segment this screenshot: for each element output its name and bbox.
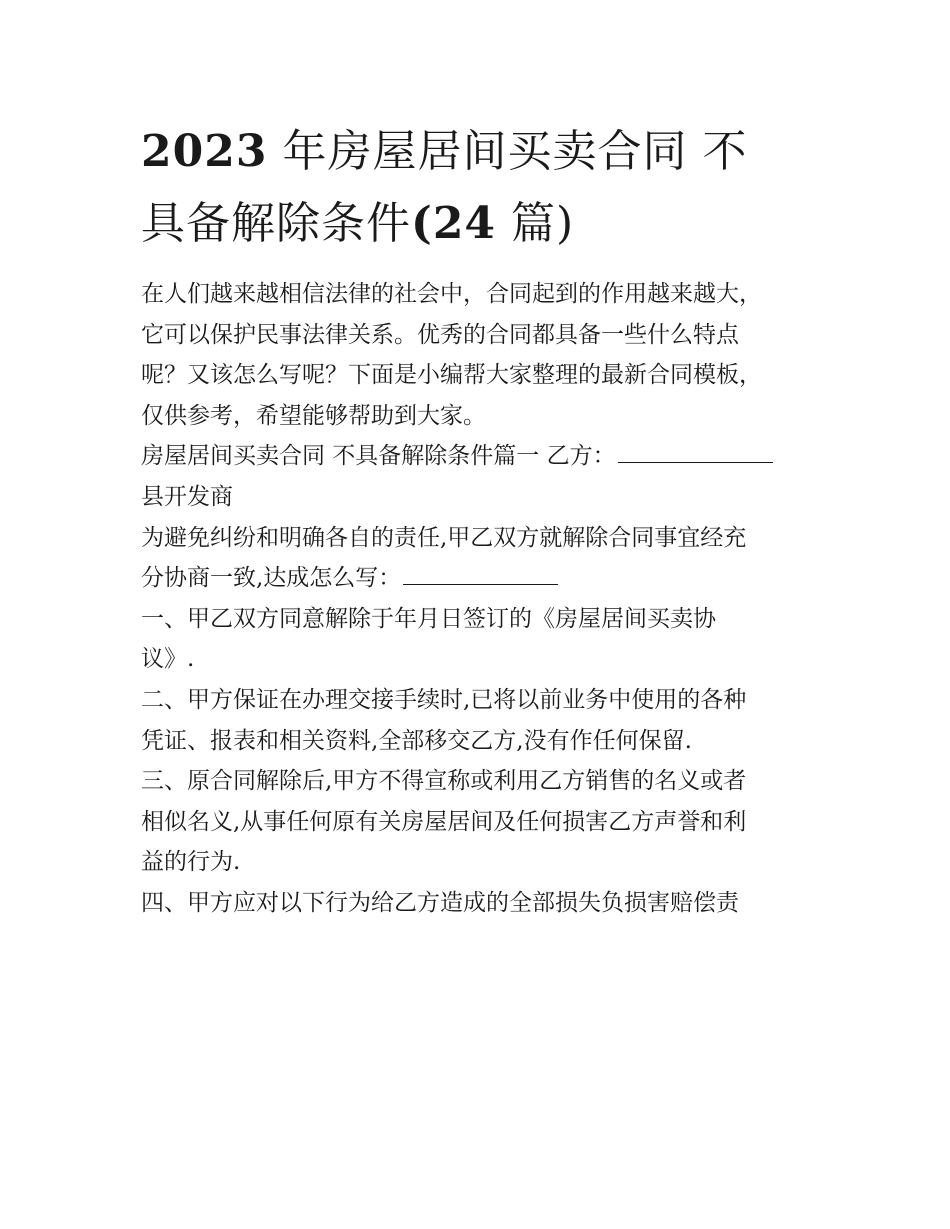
clause-line: 凭证、报表和相关资料,全部移交乙方,没有作任何保留.	[141, 727, 692, 754]
title-line-1-text: 年房屋居间买卖合同 不	[267, 126, 748, 177]
clause-line: 四、甲方应对以下行为给乙方造成的全部损失负损害赔偿责	[141, 889, 739, 916]
purpose-text: 分协商一致,达成怎么写：	[141, 565, 402, 592]
clause-line: 二、甲方保证在办理交接手续时,已将以前业务中使用的各种	[141, 686, 747, 713]
clause-line: 相似名义,从事任何原有关房屋居间及任何损害乙方声誉和利	[141, 808, 747, 835]
purpose-line	[141, 558, 813, 599]
title-line-2	[141, 188, 813, 260]
clause-1	[141, 599, 813, 680]
document-title	[141, 116, 813, 260]
section-heading-line	[141, 436, 813, 477]
clause-2	[141, 680, 813, 761]
intro-line: 仅供参考，希望能够帮助到大家。	[141, 402, 486, 429]
agreement-blank	[403, 562, 558, 585]
intro-paragraph	[141, 274, 813, 436]
clause-line: 三、原合同解除后,甲方不得宣称或利用乙方销售的名义或者	[141, 768, 747, 795]
section-heading-text: 房屋居间买卖合同 不具备解除条件篇一 乙方：	[141, 443, 616, 470]
clause-line: 益的行为.	[141, 849, 241, 876]
title-line-1	[141, 116, 813, 188]
party-b-blank	[618, 440, 773, 463]
title-count: (24	[411, 198, 497, 249]
clause-3	[141, 761, 813, 883]
intro-line: 在人们越来越相信法律的社会中，合同起到的作用越来越大，	[141, 281, 762, 307]
title-line-2-tail: 篇)	[496, 198, 575, 249]
clause-line: 一、甲乙双方同意解除于年月日签订的《房屋居间买卖协	[141, 605, 716, 632]
clause-4	[141, 883, 813, 924]
section-heading	[141, 436, 813, 517]
title-line-2-text: 具备解除条件	[141, 198, 411, 249]
purpose-line: 为避免纠纷和明确各自的责任,甲乙双方就解除合同事宜经充	[141, 524, 747, 551]
document-content	[141, 116, 813, 924]
title-year: 2023	[141, 126, 268, 177]
clause-line: 议》.	[141, 646, 195, 673]
intro-line: 呢？又该怎么写呢？下面是小编帮大家整理的最新合同模板，	[141, 362, 762, 389]
document-body	[141, 274, 813, 924]
intro-line: 它可以保护民事法律关系。优秀的合同都具备一些什么特点	[141, 321, 739, 348]
purpose-paragraph	[141, 518, 813, 599]
section-heading-line: 县开发商	[141, 483, 233, 510]
